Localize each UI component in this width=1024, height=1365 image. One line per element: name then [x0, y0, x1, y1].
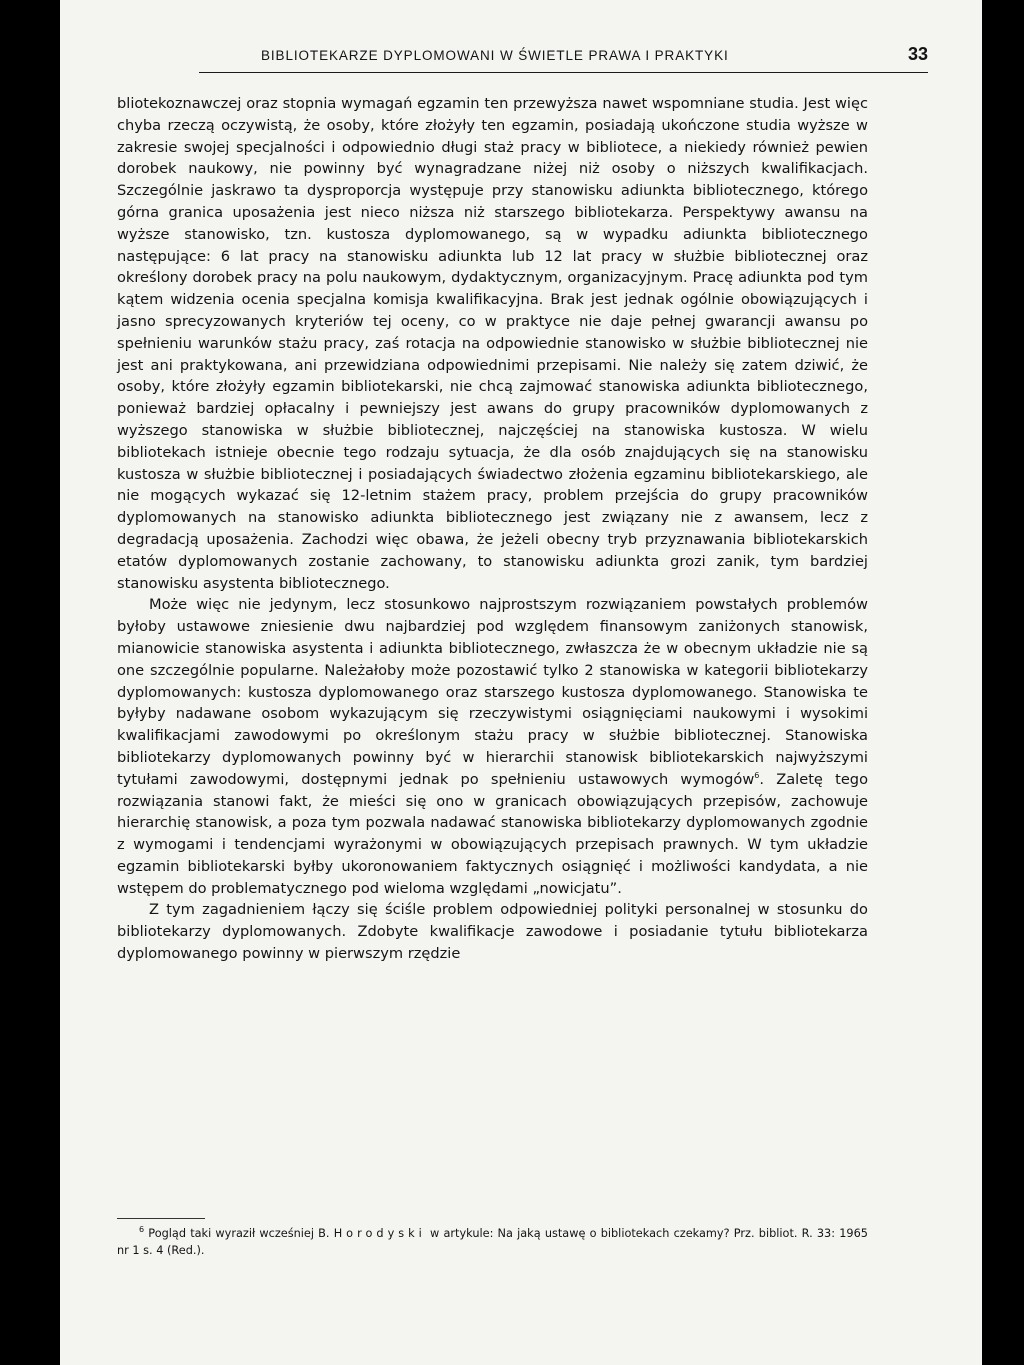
footnote-author: Horodyski	[333, 1227, 426, 1240]
paragraph-2-text: Może więc nie jedynym, lecz stosunkowo najprostszym rozwiązaniem powstałych problemów byłoby ustawowe zniesienie dwu najbardziej pod względem finansowym zaniżonych stanowisk, mianowicie stanowiska asystenta i adiunkta bibliotecznego, zwłaszcza że w obecnym układzie nie są one szczególnie popularne. Należałoby może pozostawić tylko 2 stanowiska w kategorii bibliotekarzy dyplomowanych: kustosza dyplomowanego oraz starszego kustosza dyplomowanego. Stanowiska te byłyby nadawane osobom wykazującym się rzeczywistymi osiągnięciami naukowymi i wysokimi kwalifikacjami zawodowymi po określonym stażu pracy w służbie bibliotecznej. Stanowiska bibliotekarzy dyplomowanych powinny być w hierarchii stanowisk bibliotekarskich najwyższymi tytułami zawodowymi, dostępnymi jednak po spełnieniu ustawowych wymogów	[117, 596, 868, 788]
running-head-title: BIBLIOTEKARZE DYPLOMOWANI W ŚWIETLE PRAWA I PRAKTYKI	[261, 48, 729, 63]
footnote-text-before: Pogląd taki wyraził wcześniej B.	[148, 1227, 330, 1240]
page-number: 33	[907, 44, 928, 64]
body-text	[117, 93, 868, 965]
paragraph-1: bliotekoznawczej oraz stopnia wymagań egzamin ten przewyższa nawet wspomniane studia. Jest więc chyba rzeczą oczywistą, że osoby, które złożyły ten egzamin, posiadają ukończone studia wyższe w zakresie swojej specjalności i odpowiednio długi staż pracy w bibliotece, a niekiedy również pewien dorobek naukowy, nie powinny być wynagradzane niżej niż osoby o niższych kwalifikacjach. Szczególnie jaskrawo ta dysproporcja występuje przy stanowisku adiunkta bibliotecznego, którego górna granica uposażenia jest nieco niższa niż starszego bibliotekarza. Perspektywy awansu na wyższe stanowisko, tzn. kustosza dyplomowanego, są w wypadku adiunkta bibliotecznego następujące: 6 lat pracy na stanowisku adiunkta lub 12 lat pracy w służbie bibliotecznej oraz określony dorobek pracy na polu naukowym, dydaktycznym, organizacyjnym. Pracę adiunkta pod tym kątem widzenia ocenia specjalna komisja kwalifikacyjna. Brak jest jednak ogólnie obowiązujących i jasno sprecyzowanych kryteriów tej oceny, co w praktyce nie daje pełnej gwarancji awansu po spełnieniu warunków stażu pracy, zaś rotacja na odpowiednie stanowisko w służbie bibliotecznej nie jest ani praktykowana, ani przewidziana odpowiednimi przepisami. Nie należy się zatem dziwić, że osoby, które złożyły egzamin bibliotekarski, nie chcą zajmować stanowiska adiunkta bibliotecznego, ponieważ bardziej opłacalny i pewniejszy jest awans do grupy pracowników dyplomowanych z wyższego stanowiska w służbie bibliotecznej, najczęściej na stanowiska kustosza. W wielu bibliotekach istnieje obecnie tego rodzaju sytuacja, że dla osób znajdujących się na stanowisku kustosza w służbie bibliotecznej i posiadających świadectwo złożenia egzaminu bibliotekarskiego, ale nie mogących wykazać się 12-letnim stażem pracy, problem przejścia do grupy pracowników dyplomowanych na stanowisko adiunkta bibliotecznego jest związany nie z awansem, lecz z degradacją uposażenia. Zachodzi więc obawa, że jeżeli obecny tryb przyznawania bibliotekarskich etatów dyplomowanych zostanie zachowany, to stanowisku adiunkta grozi zanik, tym bardziej stanowisku asystenta bibliotecznego.	[117, 95, 868, 592]
footnote	[117, 1225, 868, 1259]
footnote-mark: 6	[139, 1225, 145, 1235]
footnote-reference: 6	[754, 770, 760, 780]
footnote-rule	[117, 1218, 205, 1219]
paragraph-2-continued: Zaletę tego rozwiązania stanowi fakt, że mieści się ono w granicach obowiązujących przepisów, zachowuje hierarchię stanowisk, a poza tym pozwala nadawać stanowiska bibliotekarzy dyplomowanych zgodnie z wymogami i tendencjami wyrażonymi w obowiązujących przepisach prawnych. W tym układzie egzamin bibliotekarski byłby ukoronowaniem faktycznych osiągnięć i możliwości kandydata, a nie wstępem do problematycznego pod wieloma względami „nowicjatu”.	[117, 770, 868, 897]
footnote-text-after: w artykule: Na jaką ustawę o bibliotekach czekamy? Prz. bibliot. R. 33: 1965 nr 1 s. 4 (Red.).	[117, 1227, 868, 1257]
paragraph-3: Z tym zagadnieniem łączy się ściśle problem odpowiedniej polityki personalnej w stosunku do bibliotekarzy dyplomowanych. Zdobyte kwalifikacje zawodowe i posiadanie tytułu bibliotekarza dyplomowanego powinny w pierwszym rzędzie	[117, 901, 868, 963]
running-header	[199, 46, 928, 73]
paragraph-2: Może więc nie jedynym, lecz stosunkowo najprostszym rozwiązaniem powstałych problemów byłoby ustawowe zniesienie dwu najbardziej pod względem finansowym zaniżonych stanowisk, mianowicie stanowiska asystenta i adiunkta bibliotecznego, zwłaszcza że w obecnym układzie nie są one szczególnie popularne. Należałoby może pozostawić tylko 2 stanowiska w kategorii bibliotekarzy dyplomowanych: kustosza dyplomowanego oraz starszego kustosza dyplomowanego. Stanowiska te byłyby nadawane osobom wykazującym się rzeczywistymi osiągnięciami naukowymi i wysokimi kwalifikacjami zawodowymi po określonym stażu pracy w służbie bibliotecznej. Stanowiska bibliotekarzy dyplomowanych powinny być w hierarchii stanowisk bibliotekarskich najwyższymi tytułami zawodowymi, dostępnymi jednak po spełnieniu ustawowych wymogów$^6$. Zaletę tego rozwiązania stanowi fakt, że mieści się ono w granicach obowiązujących przepisów, zachowuje hierarchię stanowisk, a poza tym pozwala nadawać stanowiska bibliotekarzy dyplomowanych zgodnie z wymogami i tendencjami wyrażonymi w obowiązujących przepisach prawnych. W tym układzie egzamin bibliotekarski byłby ukoronowaniem faktycznych osiągnięć i możliwości kandydata, a nie wstępem do problematycznego pod wieloma względami „nowicjatu”.	[117, 596, 868, 897]
